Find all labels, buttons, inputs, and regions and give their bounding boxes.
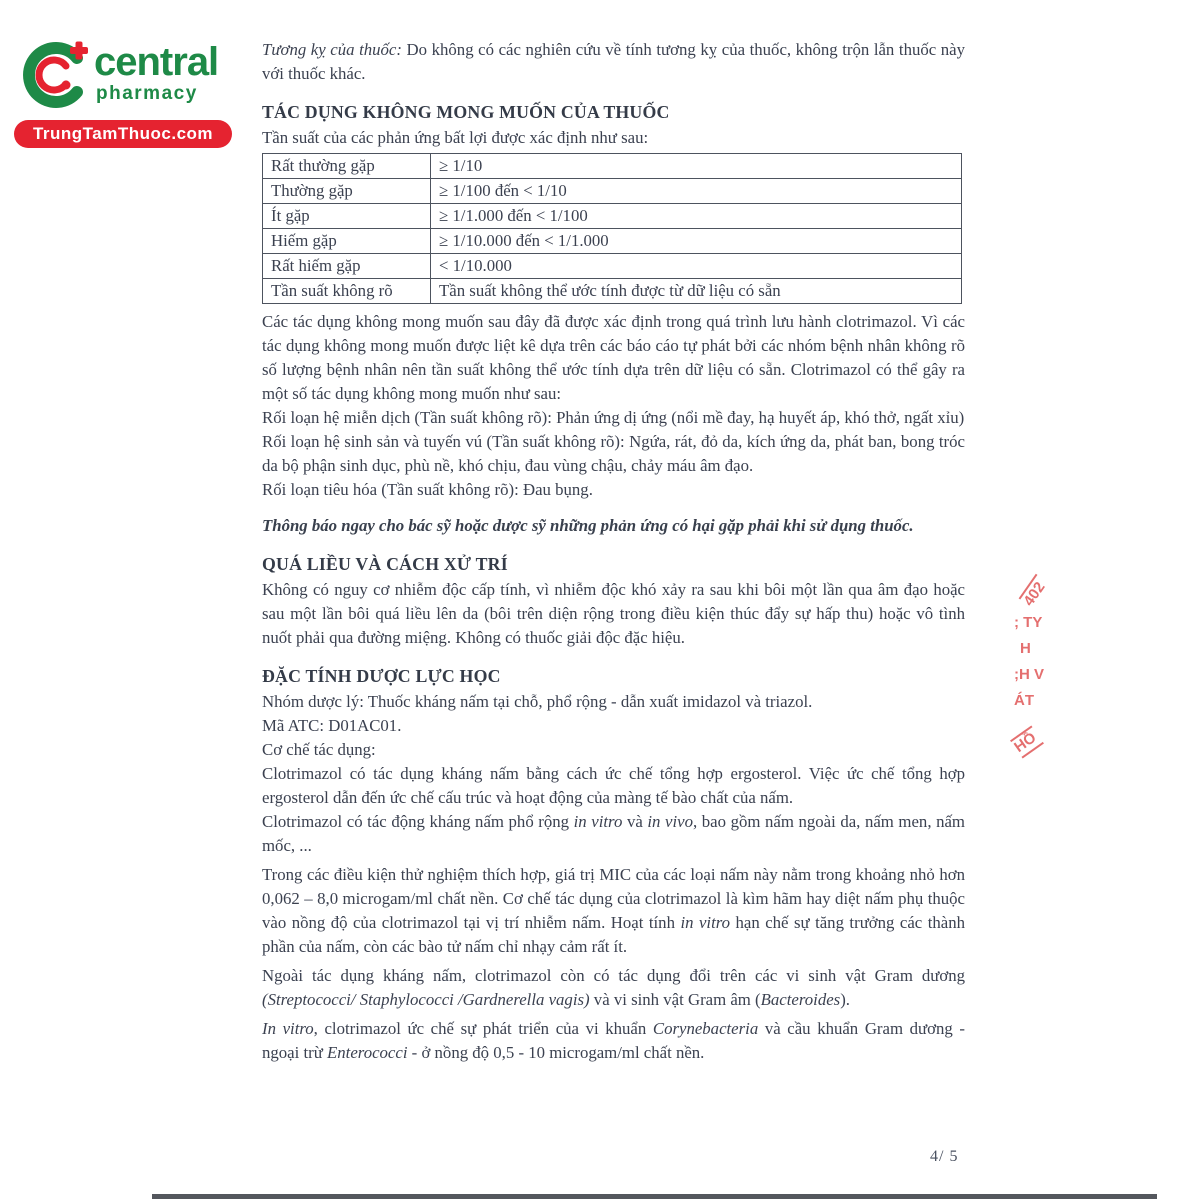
incompatibility-paragraph: Tương kỵ của thuốc: Do không có các nghiên cứu về tính tương kỵ của thuốc, không trộn lẫn thuốc này với thuốc khác. [262, 40, 965, 83]
table-row [263, 154, 962, 179]
stamp-text: H [1020, 640, 1031, 657]
frequency-range: ≥ 1/10.000 đến < 1/1.000 [431, 229, 962, 254]
logo-url-badge: TrungTamThuoc.com [14, 120, 232, 148]
page-number: 4/ 5 [930, 1148, 959, 1165]
atc-code-line: Mã ATC: D01AC01. [262, 716, 402, 735]
table-row [263, 179, 962, 204]
frequency-term: Rất thường gặp [263, 154, 431, 179]
table-row [263, 229, 962, 254]
overdose-heading: QUÁ LIỀU VÀ CÁCH XỬ TRÍ [262, 554, 508, 574]
adverse-paragraph-reproductive: Rối loạn hệ sinh sản và tuyến vú (Tần suất không rõ): Ngứa, rát, đỏ da, kích ứng da, phát ban, bong tróc da bộ phận sinh dục, phù nề, khó chịu, đau vùng chậu, chảy máu âm đạo. [262, 432, 965, 475]
table-row [263, 254, 962, 279]
adverse-intro-line: Tần suất của các phản ứng bất lợi được xác định như sau: [262, 128, 649, 147]
adverse-paragraph-digestive: Rối loạn tiêu hóa (Tần suất không rõ): Đau bụng. [262, 480, 593, 499]
overdose-paragraph: Không có nguy cơ nhiễm độc cấp tính, vì nhiễm độc khó xảy ra sau khi bôi một lần qua âm đạo hoặc sau một lần bôi quá liều lên da (bôi trên diện rộng trong điều kiện thúc đẩy sự hấp thu) hoặc vô tình nuốt phải qua đường miệng. Không có thuốc giải độc đặc hiệu. [262, 580, 965, 647]
stamp-text: ;H V [1014, 666, 1044, 683]
adverse-effects-heading: TÁC DỤNG KHÔNG MONG MUỐN CỦA THUỐC [262, 102, 670, 122]
frequency-term: Thường gặp [263, 179, 431, 204]
incompatibility-label: Tương kỵ của thuốc: [262, 40, 402, 59]
stamp-text: ; TY [1014, 614, 1043, 631]
pd-paragraph-3: Trong các điều kiện thử nghiệm thích hợp, giá trị MIC của các loại nấm này nằm trong khoảng nhỏ hơn 0,062 – 8,0 microgam/ml chất nền. Cơ chế tác dụng của clotrimazol là kìm hãm hay diệt nấm phụ thuộc vào nồng độ của clotrimazol tại vị trí nhiễm nấm. Hoạt tính in vitro hạn chế sự tăng trưởng các thành phần của nấm, còn các bào tử nấm chỉ nhạy cảm rất ít. [262, 865, 966, 956]
central-pharmacy-logo [14, 38, 236, 148]
pd-paragraph-4: Ngoài tác dụng kháng nấm, clotrimazol còn có tác dụng đổi trên các vi sinh vật Gram dương (Streptococci/ Staphylococci /Gardnerella vagis) và vi sinh vật Gram âm (Bacteroides). [262, 966, 965, 1009]
frequency-range: ≥ 1/100 đến < 1/10 [431, 179, 962, 204]
frequency-term: Rất hiếm gặp [263, 254, 431, 279]
stamp-text: ÁT [1014, 692, 1034, 709]
mechanism-label: Cơ chế tác dụng: [262, 740, 376, 759]
table-row [263, 279, 962, 304]
frequency-range: ≥ 1/1.000 đến < 1/100 [431, 204, 962, 229]
frequency-range: Tần suất không thể ước tính được từ dữ liệu có sẵn [431, 279, 962, 304]
stamp-text: 402 [1019, 574, 1052, 609]
central-pharmacy-logo-icon [14, 38, 88, 112]
frequency-term: Ít gặp [263, 204, 431, 229]
frequency-table [262, 153, 962, 304]
stamp-text: HỒ [1010, 726, 1044, 759]
logo-sub-text: pharmacy [96, 83, 198, 104]
table-row [263, 204, 962, 229]
frequency-term: Hiếm gặp [263, 229, 431, 254]
document-content [262, 38, 965, 1065]
pd-paragraph-5: In vitro, clotrimazol ức chế sự phát triển của vi khuẩn Corynebacteria và cầu khuẩn Gram dương - ngoại trừ Enterococci - ở nồng độ 0,5 - 10 microgam/ml chất nền. [262, 1019, 965, 1062]
frequency-term: Tần suất không rõ [263, 279, 431, 304]
adverse-paragraph-1: Các tác dụng không mong muốn sau đây đã được xác định trong quá trình lưu hành clotrimazol. Vì các tác dụng không mong muốn được liệt kê dựa trên các báo cáo tự phát bởi các nhóm bệnh nhân không rõ số lượng bệnh nhân nên tần suất không thể ước tính dựa trên dữ liệu có sẵn. Clotrimazol có thể gây ra một số tác dụng không mong muốn như sau: [262, 312, 965, 403]
report-notice: Thông báo ngay cho bác sỹ hoặc dược sỹ những phản ứng có hại gặp phải khi sử dụng thuốc. [262, 516, 914, 535]
frequency-range: ≥ 1/10 [431, 154, 962, 179]
red-stamp-fragment [1011, 578, 1066, 757]
frequency-range: < 1/10.000 [431, 254, 962, 279]
pd-paragraph-2: Clotrimazol có tác động kháng nấm phổ rộng in vitro và in vivo, bao gồm nấm ngoài da, nấm men, nấm mốc, ... [262, 812, 965, 855]
scan-bottom-edge [152, 1194, 1157, 1199]
pharm-group-line: Nhóm dược lý: Thuốc kháng nấm tại chỗ, phổ rộng - dẫn xuất imidazol và triazol. [262, 692, 813, 711]
pd-paragraph-1: Clotrimazol có tác dụng kháng nấm bằng cách ức chế tổng hợp ergosterol. Việc ức chế tổng hợp ergosterol dẫn đến ức chế cấu trúc và hoạt động của màng tế bào chất của nấm. [262, 764, 965, 807]
logo-brand-text: central [94, 40, 219, 84]
pharmacodynamics-heading: ĐẶC TÍNH DƯỢC LỰC HỌC [262, 666, 501, 686]
adverse-paragraph-immune: Rối loạn hệ miễn dịch (Tần suất không rõ): Phản ứng dị ứng (nổi mề đay, hạ huyết áp, khó thở, ngất xỉu) [262, 408, 965, 427]
